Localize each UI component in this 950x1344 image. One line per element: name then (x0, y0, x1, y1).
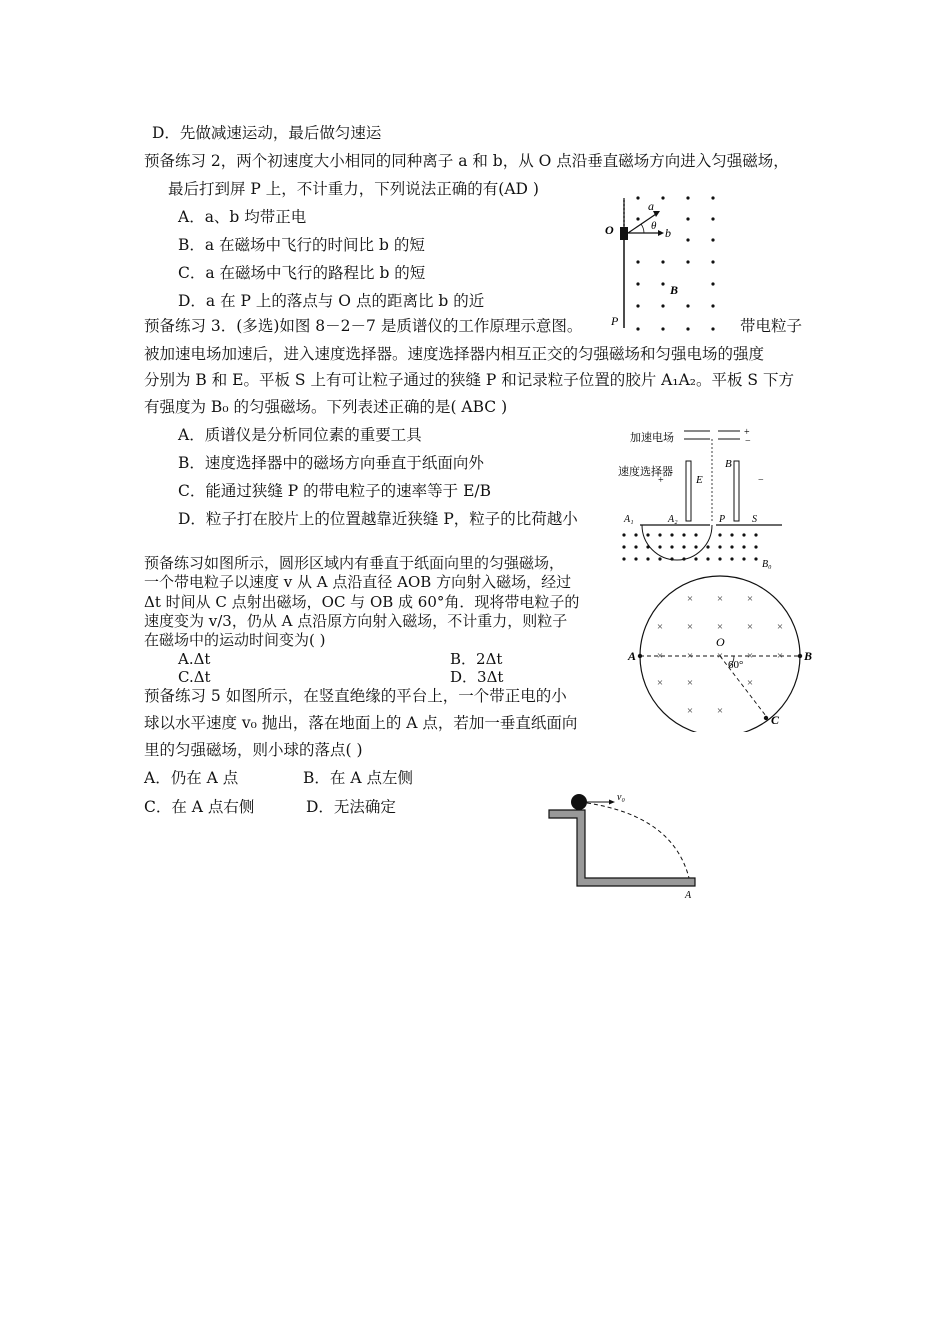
q2-label-theta: θ (651, 220, 657, 232)
q5-option-a: A．仍在 A 点 (144, 769, 239, 787)
q4-option-c: C.Δt (178, 668, 211, 686)
q2-field-dots (636, 196, 714, 330)
svg-text:×: × (686, 650, 694, 662)
q4-label-c: C (771, 713, 780, 727)
q2-option-c: C．a 在磁场中飞行的路程比 b 的短 (178, 264, 426, 282)
q1-option-d: D．先做减速运动，最后做匀速运 (152, 124, 382, 142)
q2-stem-line2: 最后打到屏 P 上，不计重力，下列说法正确的有(AD ) (168, 180, 539, 198)
q3-label-s: S (752, 514, 757, 525)
q3-label-minus-top: − (745, 436, 751, 447)
svg-text:×: × (746, 593, 754, 605)
q2-option-d: D．a 在 P 上的落点与 O 点的距离比 b 的近 (178, 292, 485, 310)
q5-ball (571, 794, 587, 810)
q5-stem-line1: 预备练习 5 如图所示，在竖直绝缘的平台上，一个带正电的小 (144, 687, 567, 705)
q3-option-c: C．能通过狭缝 P 的带电粒子的速率等于 E/B (178, 482, 491, 500)
svg-text:×: × (716, 705, 724, 717)
q5-platform-figure (545, 788, 705, 903)
q5-label-a: A (685, 890, 692, 901)
q5-option-b: B．在 A 点左侧 (303, 769, 413, 787)
q3-stem-line1: 预备练习 3．(多选)如图 8－2－7 是质谱仪的工作原理示意图。 (144, 317, 583, 335)
q5-option-c: C．在 A 点右侧 (144, 798, 255, 816)
q3-label-p: P (719, 514, 726, 525)
q2-option-b: B．a 在磁场中飞行的时间比 b 的短 (178, 236, 425, 254)
q3-label-a1: A₁ (624, 514, 634, 525)
q3-label-plus-left: + (658, 475, 664, 486)
q2-label-a: a (648, 199, 654, 213)
q3-label-plus-top: + (744, 427, 750, 438)
svg-text:×: × (746, 677, 754, 689)
svg-text:×: × (746, 650, 754, 662)
q2-label-o: O (605, 223, 614, 237)
q5-platform (549, 810, 695, 886)
q5-velocity-arrow (609, 800, 615, 805)
q3-label-e: E (696, 474, 703, 486)
q4-option-d: D．3Δt (450, 668, 504, 686)
q5-stem-line2: 球以水平速度 v₀ 抛出，落在地面上的 A 点，若加一垂直纸面向 (144, 714, 578, 732)
q4-stem-line1: 预备练习如图所示，圆形区域内有垂直于纸面向里的匀强磁场， (144, 554, 565, 572)
svg-text:×: × (776, 621, 784, 633)
q3-left-plate (686, 461, 691, 521)
q2-label-b: b (665, 226, 671, 240)
q3-right-plate (734, 461, 739, 521)
q4-label-angle: 60° (728, 659, 744, 671)
svg-text:×: × (686, 593, 694, 605)
q3-label-b: B (725, 458, 732, 470)
q3-particle-path (642, 525, 712, 560)
q2-label-field: B (670, 283, 679, 297)
q4-label-b: B (804, 649, 813, 663)
q2-source-block (620, 227, 628, 240)
svg-text:×: × (716, 593, 724, 605)
q4-label-a: A (628, 649, 637, 663)
q4-circular-field-figure (624, 572, 824, 732)
svg-text:×: × (686, 677, 694, 689)
q2-stem-line1: 预备练习 2，两个初速度大小相同的同种离子 a 和 b，从 O 点沿垂直磁场方向进入匀强磁场， (144, 152, 789, 170)
q4-stem-line5: 在磁场中的运动时间变为( ) (144, 631, 326, 649)
q4-option-b: B．2Δt (450, 650, 503, 668)
svg-text:×: × (716, 621, 724, 633)
q3-label-minus-right: − (758, 475, 764, 486)
svg-text:×: × (716, 650, 724, 662)
q5-stem-line3: 里的匀强磁场，则小球的落点( ) (144, 741, 363, 759)
svg-text:×: × (686, 621, 694, 633)
svg-text:×: × (656, 677, 664, 689)
svg-text:×: × (656, 650, 664, 662)
svg-text:×: × (776, 650, 784, 662)
q5-label-v0: v₀ (617, 792, 625, 803)
q3-stem-line4: 有强度为 B₀ 的匀强磁场。下列表述正确的是( ABC ) (144, 398, 508, 416)
q5-trajectory (587, 803, 689, 878)
q3-label-selector: 速度选择器 (618, 466, 673, 478)
q4-stem-line4: 速度变为 v/3，仍从 A 点沿原方向射入磁场，不计重力，则粒子 (144, 612, 568, 630)
q4-stem-line2: 一个带电粒子以速度 v 从 A 点沿直径 AOB 方向射入磁场，经过 (144, 573, 572, 591)
q3-stem-line1-tail: 带电粒子 (740, 317, 803, 335)
q3-option-b: B．速度选择器中的磁场方向垂直于纸面向外 (178, 454, 484, 472)
svg-text:×: × (746, 621, 754, 633)
q3-field-dots (622, 533, 757, 560)
q3-stem-line3: 分别为 B 和 E。平板 S 上有可让粒子通过的狭缝 P 和记录粒子位置的胶片 A₁A₂。平板 S 下方 (144, 371, 794, 389)
q2-option-a: A．a、b 均带正电 (178, 208, 307, 226)
q4-field-crosses (657, 593, 783, 717)
q2-magnetic-field-figure (600, 190, 730, 340)
q3-stem-line2: 被加速电场加速后，进入速度选择器。速度选择器内相互正交的匀强磁场和匀强电场的强度 (144, 345, 765, 363)
q3-option-d: D．粒子打在胶片上的位置越靠近狭缝 P，粒子的比荷越小 (178, 510, 578, 528)
q5-option-d: D．无法确定 (306, 798, 396, 816)
q2-label-screen: P (611, 314, 619, 328)
q3-label-b0: B₀ (762, 559, 772, 570)
q3-option-a: A．质谱仪是分析同位素的重要工具 (178, 426, 422, 444)
q4-stem-line3: Δt 时间从 C 点射出磁场，OC 与 OB 成 60°角．现将带电粒子的 (144, 593, 580, 611)
q4-label-o: O (716, 635, 725, 649)
svg-text:×: × (656, 621, 664, 633)
q3-label-accel: 加速电场 (630, 432, 674, 444)
svg-text:×: × (686, 705, 694, 717)
q3-mass-spectrometer-figure (612, 425, 792, 573)
q3-label-a2: A₂ (668, 514, 678, 525)
q4-option-a: A.Δt (178, 650, 211, 668)
